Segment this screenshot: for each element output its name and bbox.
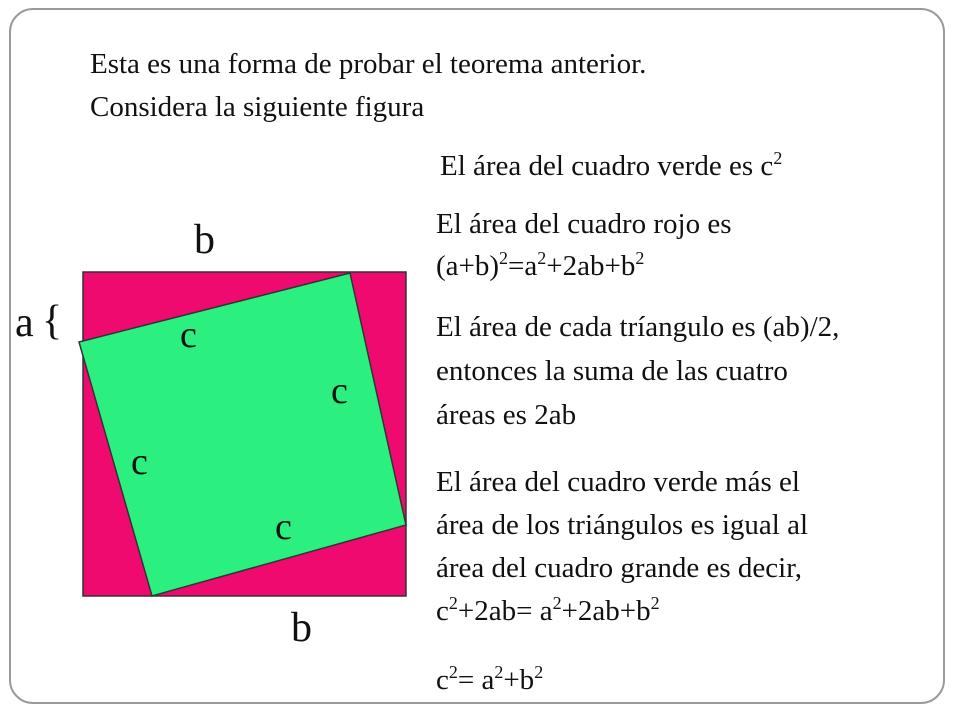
label-c-right: c bbox=[331, 370, 348, 412]
red-area-exp-1: 2 bbox=[499, 248, 509, 269]
result-part-3: +b bbox=[503, 664, 535, 696]
green-area-exponent: 2 bbox=[773, 148, 783, 169]
triangles-line-1: El área de cada tríangulo es (ab)/2, bbox=[436, 311, 840, 343]
result-part-2: = a bbox=[457, 664, 495, 696]
sum-exp-3: 2 bbox=[650, 593, 660, 614]
result-exp-1: 2 bbox=[448, 662, 458, 683]
sum-part-1: c bbox=[436, 595, 449, 627]
triangles-line-2: entonces la suma de las cuatro bbox=[436, 355, 788, 387]
sum-part-3: +2ab+b bbox=[561, 595, 651, 627]
sum-line-1: El área del cuadro verde más el bbox=[436, 466, 800, 498]
result-exp-3: 2 bbox=[534, 662, 544, 683]
label-a: a bbox=[15, 300, 34, 346]
sum-line-3: área del cuadro grande es decir, bbox=[436, 552, 802, 584]
sum-exp-1: 2 bbox=[448, 593, 458, 614]
label-c-top: c bbox=[180, 314, 197, 356]
sum-line-2: área de los triángulos es igual al bbox=[436, 509, 809, 541]
result-part-1: c bbox=[436, 664, 449, 696]
label-b-top: b bbox=[194, 217, 215, 263]
intro-line-1: Esta es una forma de probar el teorema anterior. bbox=[90, 48, 647, 80]
intro-line-2: Considera la siguiente figura bbox=[90, 91, 425, 123]
red-area-exp-2: 2 bbox=[537, 248, 547, 269]
label-c-bottom: c bbox=[275, 506, 292, 548]
green-area-text: El área del cuadro verde es c bbox=[440, 150, 774, 182]
red-area-line-1: El área del cuadro rojo es bbox=[436, 208, 732, 240]
label-c-left: c bbox=[131, 441, 148, 483]
brace-symbol: { bbox=[42, 298, 63, 344]
triangles-line-3: áreas es 2ab bbox=[436, 399, 577, 431]
sum-part-2: +2ab= a bbox=[457, 595, 553, 627]
red-area-part-2: =a bbox=[508, 250, 538, 282]
red-area-part-3: +2ab+b bbox=[546, 250, 636, 282]
red-area-part-1: (a+b) bbox=[436, 250, 500, 282]
sum-exp-2: 2 bbox=[552, 593, 562, 614]
label-b-bottom: b bbox=[291, 605, 312, 651]
result-exp-2: 2 bbox=[494, 662, 504, 683]
red-area-exp-3: 2 bbox=[635, 248, 645, 269]
